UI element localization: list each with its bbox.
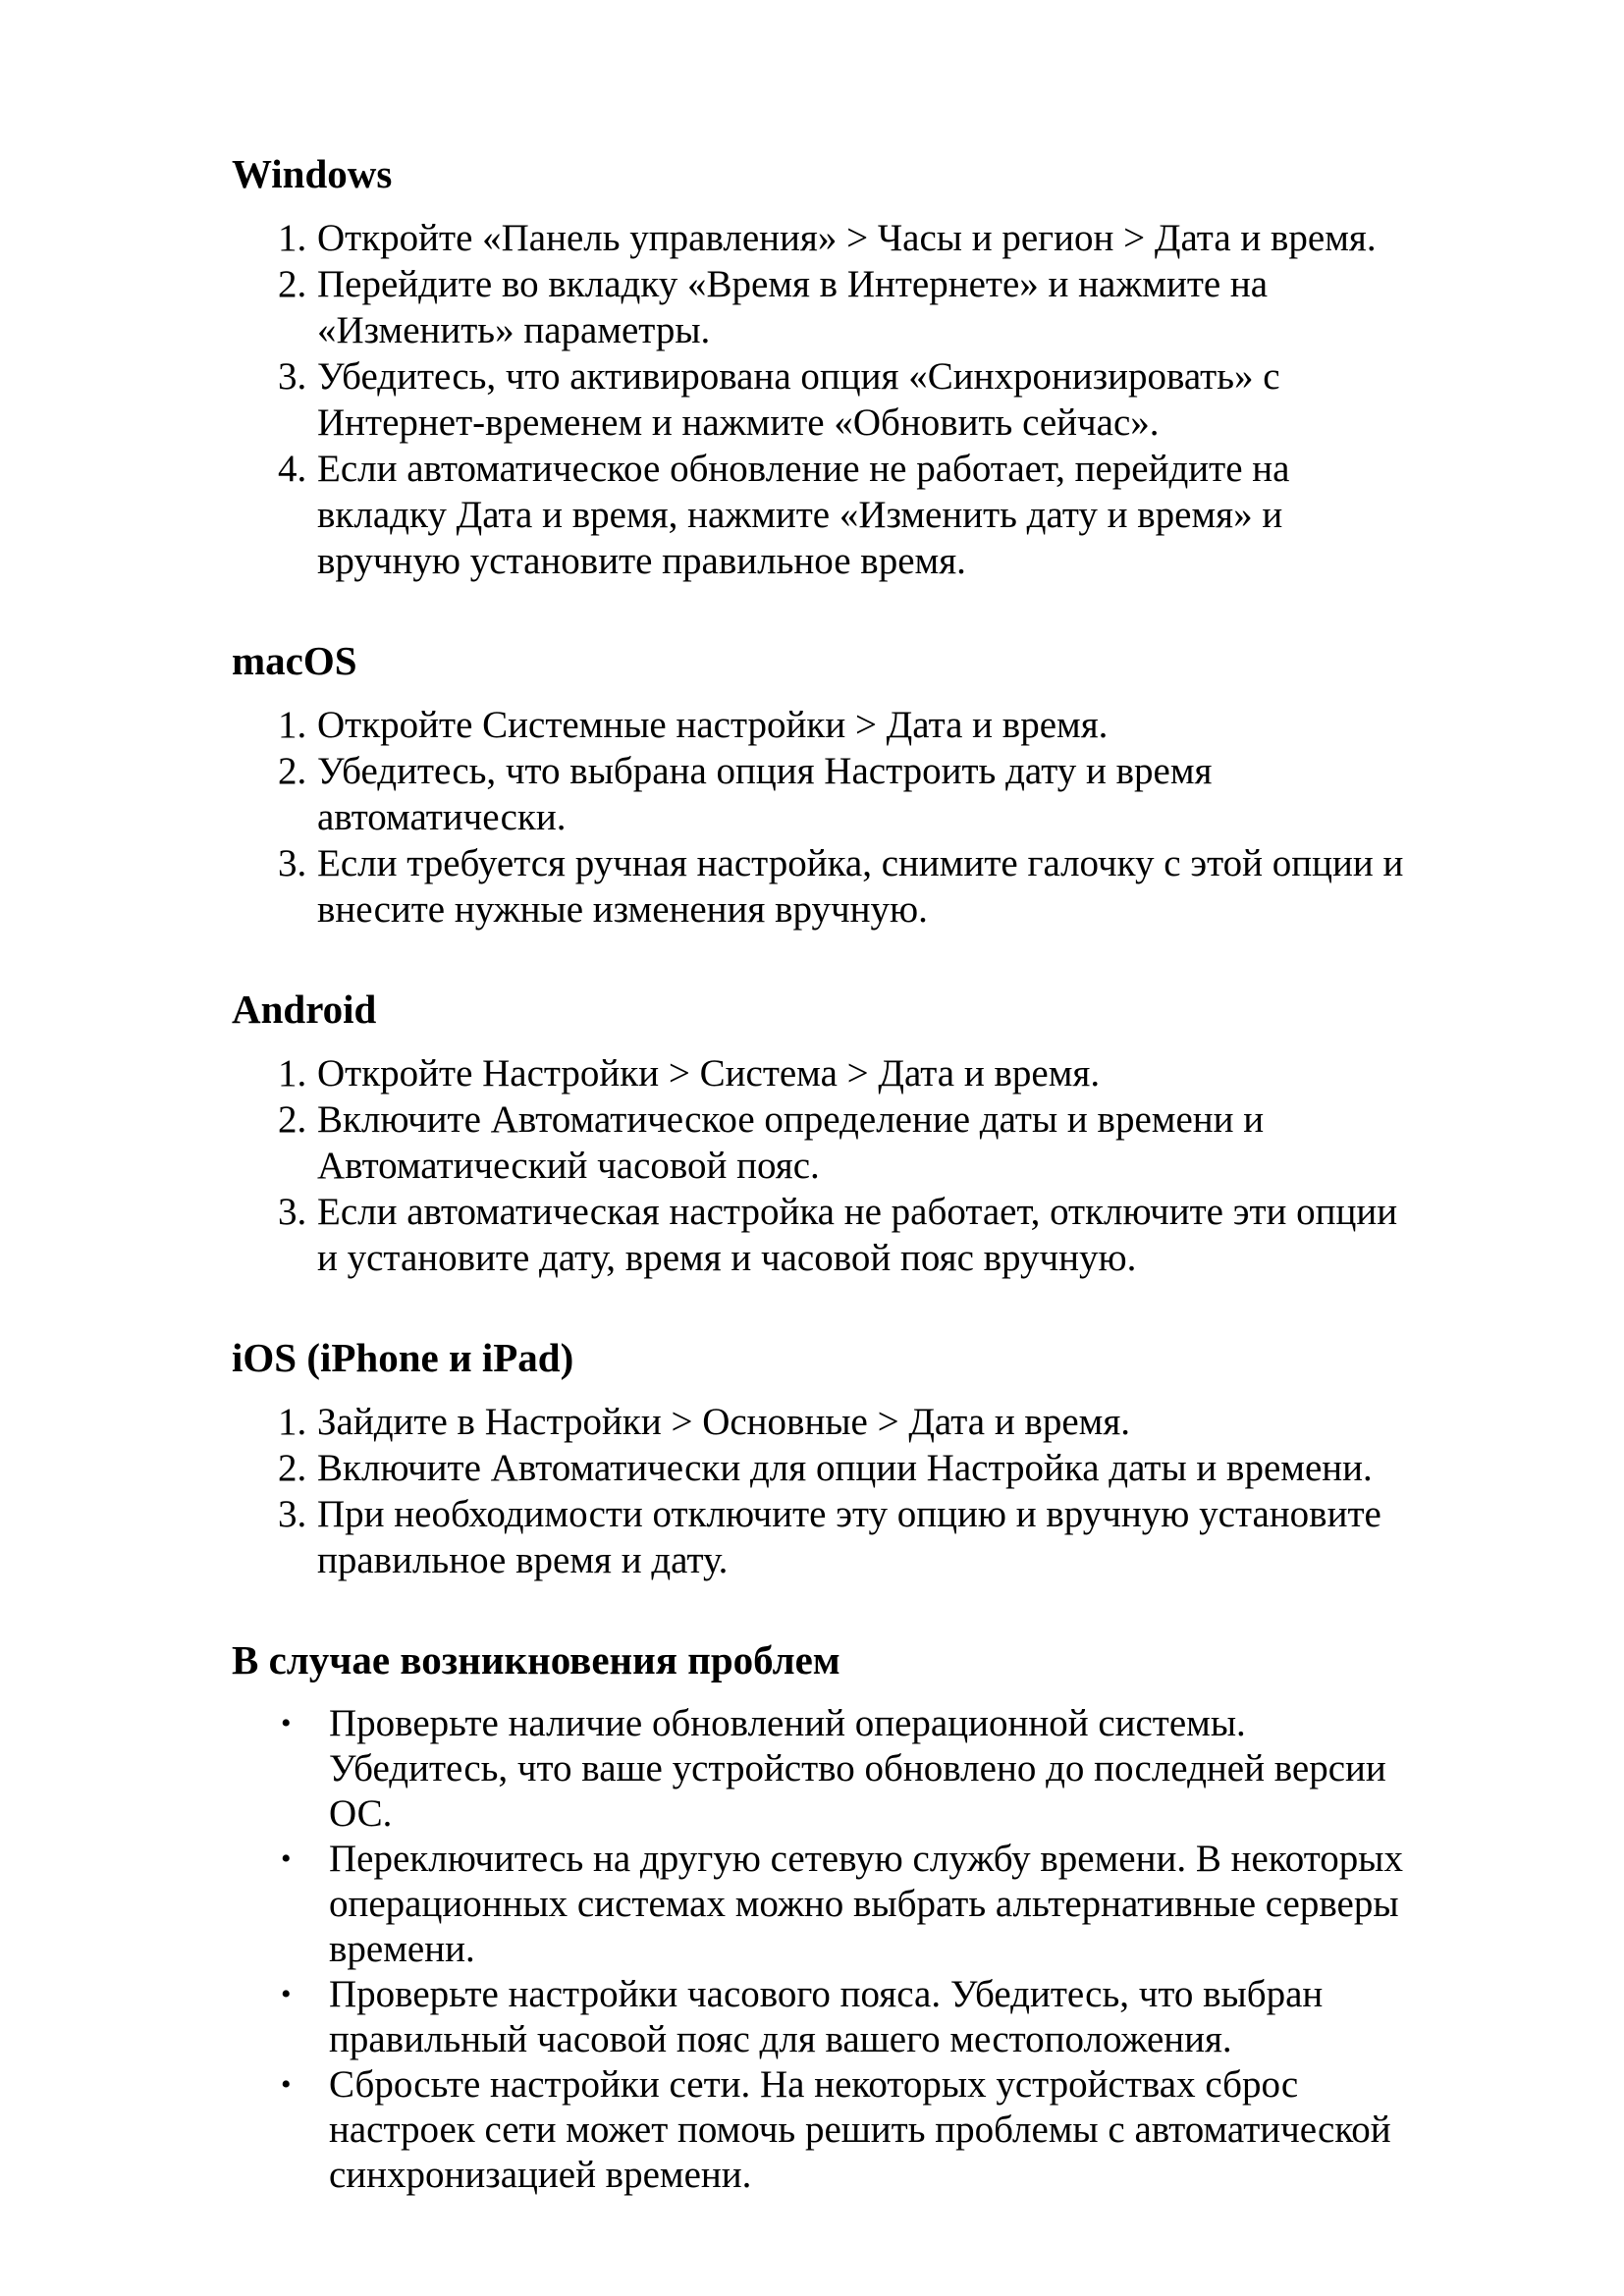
- list-item-text: Если требуется ручная настройка, снимите галочку с этой опции и внесите нужные изменения вручную.: [317, 842, 1404, 931]
- section-heading: В случае возникновения проблем: [232, 1637, 840, 1682]
- list-marker: 1.: [278, 1401, 307, 1443]
- list-item-text: Зайдите в Настройки > Основные > Дата и время.: [317, 1401, 1131, 1443]
- list-item-text: Включите Автоматическое определение даты и времени и Автоматический часовой пояс.: [317, 1098, 1265, 1187]
- section: [232, 637, 1404, 933]
- list-marker: •: [281, 1707, 292, 1739]
- section-heading: Windows: [232, 151, 393, 196]
- list-marker: •: [281, 1978, 292, 2010]
- list-marker: 2.: [278, 1447, 307, 1489]
- section-heading: iOS (iPhone и iPad): [232, 1335, 574, 1380]
- section-heading: macOS: [232, 638, 357, 683]
- list-marker: 3.: [278, 1493, 307, 1535]
- list-item: [232, 748, 1404, 840]
- list-item: [232, 2062, 1404, 2198]
- list-marker: 4.: [278, 448, 307, 490]
- list-item-text: Если автоматическая настройка не работает, отключите эти опции и установите дату, время и часовой пояс вручную.: [317, 1191, 1398, 1279]
- section-list: [232, 702, 1404, 933]
- list-marker: 2.: [278, 1098, 307, 1141]
- list-item-text: Откройте «Панель управления» > Часы и регион > Дата и время.: [317, 217, 1377, 259]
- list-item: [232, 1837, 1404, 1972]
- section-heading: Android: [232, 987, 377, 1032]
- document-body: [232, 150, 1404, 2198]
- list-item-text: Включите Автоматически для опции Настройка даты и времени.: [317, 1447, 1373, 1489]
- list-item: [232, 1445, 1404, 1491]
- list-item: [232, 446, 1404, 584]
- list-item: [232, 1972, 1404, 2062]
- list-item-text: Убедитесь, что активирована опция «Синхронизировать» с Интернет-временем и нажмите «Обновить сейчас».: [317, 355, 1280, 444]
- section: [232, 1636, 1404, 2198]
- list-item: [232, 1050, 1404, 1096]
- list-item-text: Перейдите во вкладку «Время в Интернете» и нажмите на «Изменить» параметры.: [317, 263, 1269, 351]
- list-marker: 3.: [278, 842, 307, 884]
- list-marker: 3.: [278, 1191, 307, 1233]
- list-marker: 2.: [278, 750, 307, 792]
- list-item: [232, 215, 1404, 261]
- list-item-text: Проверьте настройки часового пояса. Убедитесь, что выбран правильный часовой пояс для вашего местоположения.: [329, 1973, 1324, 2060]
- list-item: [232, 353, 1404, 446]
- list-item-text: Переключитесь на другую сетевую службу времени. В некоторых операционных системах можно выбрать альтернативные серверы времени.: [329, 1838, 1403, 1970]
- section-list: [232, 1399, 1404, 1583]
- list-item: [232, 1491, 1404, 1583]
- list-item: [232, 840, 1404, 933]
- list-marker: 1.: [278, 704, 307, 746]
- list-item: [232, 1701, 1404, 1837]
- list-marker: 1.: [278, 1052, 307, 1095]
- list-item: [232, 1399, 1404, 1445]
- list-item: [232, 1096, 1404, 1189]
- list-item-text: Откройте Системные настройки > Дата и время.: [317, 704, 1109, 746]
- list-marker: 2.: [278, 263, 307, 305]
- list-marker: •: [281, 2068, 292, 2101]
- list-marker: •: [281, 1842, 292, 1875]
- list-item-text: Откройте Настройки > Система > Дата и время.: [317, 1052, 1101, 1095]
- section-list: [232, 1050, 1404, 1281]
- list-marker: 3.: [278, 355, 307, 398]
- section-list: [232, 1701, 1404, 2198]
- list-item-text: Убедитесь, что выбрана опция Настроить дату и время автоматически.: [317, 750, 1213, 838]
- section-list: [232, 215, 1404, 584]
- list-item: [232, 261, 1404, 353]
- list-item: [232, 702, 1404, 748]
- section: [232, 150, 1404, 584]
- list-item-text: При необходимости отключите эту опцию и вручную установите правильное время и дату.: [317, 1493, 1381, 1581]
- list-marker: 1.: [278, 217, 307, 259]
- list-item-text: Если автоматическое обновление не работает, перейдите на вкладку Дата и время, нажмите «Изменить дату и время» и вручную установите правильное время.: [317, 448, 1290, 582]
- list-item-text: Сбросьте настройки сети. На некоторых устройствах сброс настроек сети может помочь решить проблемы с автоматической синхронизацией времени.: [329, 2063, 1391, 2196]
- list-item: [232, 1189, 1404, 1281]
- section: [232, 1334, 1404, 1583]
- section: [232, 986, 1404, 1281]
- list-item-text: Проверьте наличие обновлений операционной системы. Убедитесь, что ваше устройство обновлено до последней версии ОС.: [329, 1702, 1386, 1835]
